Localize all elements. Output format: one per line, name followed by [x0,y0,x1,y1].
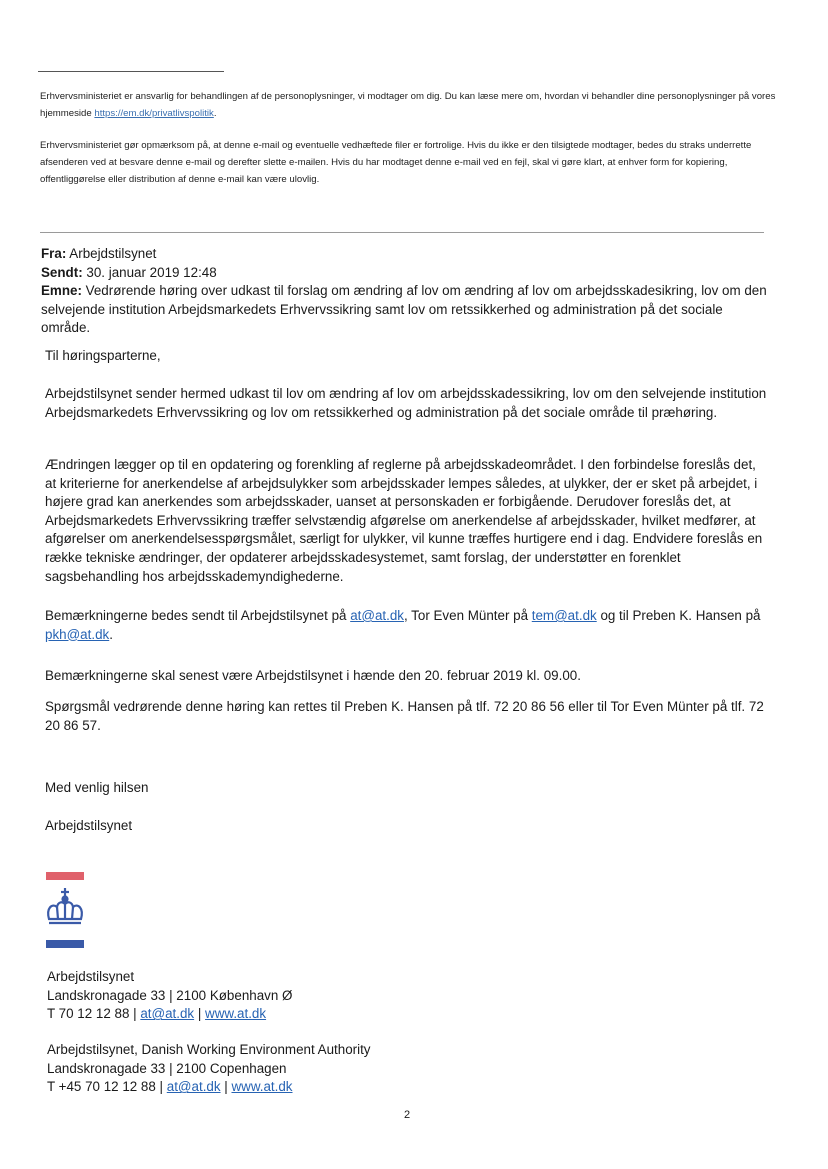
signature-address: Landskronagade 33 | 2100 København Ø [47,987,293,1003]
signature-phone-en: T +45 70 12 12 88 | [47,1079,167,1095]
subject-label: Emne: [41,283,82,299]
sent-row [41,264,771,283]
signature-separator-en: | [220,1079,232,1095]
paragraph-intro: Arbejdstilsynet sender hermed udkast til lov om ændring af lov om arbejdsskadessikring, lov om den selvejende institution Arbejdsmarkedets Erhvervssikring og lov om retssikkerhed og administration på det sociale område til præhøring. [45,386,767,420]
signature-block-danish [47,968,292,1024]
paragraph-changes: Ændringen lægger op til en opdatering og forenkling af reglerne på arbejdsskadeområdet. I den forbindelse foreslås det, at kriterierne for anerkendelse af arbejdsulykker som arbejdsskader lempes således, at ulykker, der er sket på arbejdet, i højere grad kan anerkendes som arbejdsskader, uanset at personskaden er forbigående. Derudover foreslås det, at Arbejdsmarkedets Erhvervssikring træffer selvstændig afgørelse om anerkendelse af arbejdsskader, hvilket medfører, at afgørelser om anerkendelsesspørgsmålet, særligt for ulykker, vil kunne træffes hurtigere end i dag. Endvidere foreslås en række tekniske ændringer, der opdaterer arbejdsskadesystemet, samt forslag, der understøtter en forenklet sagsbehandling hos arbejdsskademyndighederne. [45,457,763,584]
from-label: Fra: [41,246,67,261]
top-divider [38,71,224,72]
email-link-tem[interactable]: tem@at.dk [531,608,597,623]
paragraph-contacts [45,607,770,644]
privacy-disclaimer [40,88,780,122]
logo-blue-bar [46,940,84,948]
sender-name: Arbejdstilsynet [45,818,133,833]
email-link-pkh[interactable]: pkh@at.dk [45,626,110,642]
paragraph-questions: Spørgsmål vedrørende denne høring kan rettes til Preben K. Hansen på tlf. 72 20 86 56 eller til Tor Even Münter på tlf. 72 20 86 57. [45,699,764,733]
page-number: 2 [404,1109,411,1121]
crown-icon [44,886,86,932]
signature-name: Arbejdstilsynet [47,969,135,984]
contacts-text-c: og til Preben K. Hansen på [596,608,761,623]
sent-label: Sendt: [41,264,83,280]
privacy-disclaimer-text: Erhvervsministeriet er ansvarlig for behandlingen af de personoplysninger, vi modtager om dig. Du kan læse mere om, hvordan vi behandler dine personoplysninger på vores hjemmeside [40,91,776,119]
signature-separator: | [194,1006,206,1022]
from-row [41,245,771,264]
email-link-at[interactable]: at@at.dk [350,608,404,623]
privacy-policy-link[interactable]: https://em.dk/privatlivspolitik [94,108,214,119]
signature-contact-row [47,1005,292,1024]
subject-value: Vedrørende høring over udkast til forslag om ændring af lov om ændring af lov om arbejdsskadesikring, lov om den selvejende institution Arbejdsmarkedets Erhvervssikring samt lov om retssikkerhed og administration på det sociale område. [41,283,767,336]
signature-web-link[interactable]: www.at.dk [205,1006,267,1022]
from-value: Arbejdstilsynet [69,246,157,261]
closing: Med venlig hilsen [45,780,149,795]
signature-block-english [47,1041,371,1097]
paragraph-deadline: Bemærkningerne skal senest være Arbejdstilsynet i hænde den 20. februar 2019 kl. 09.00. [45,668,581,683]
logo-red-bar [46,872,84,880]
contacts-text-a: Bemærkningerne bedes sendt til Arbejdstilsynet på [45,608,351,623]
greeting: Til høringsparterne, [45,348,161,363]
email-header [41,245,771,338]
confidentiality-disclaimer: Erhvervsministeriet gør opmærksom på, at denne e-mail og eventuelle vedhæftede filer er fortrolige. Hvis du ikke er den tilsigtede modtager, bedes du straks underrette afsenderen ved at besvare denne e-mail og derefter slette e-mailen. Hvis du har modtaget denne e-mail ved en fejl, skal vi gøre klart, at enhver form for kopiering, offentliggørelse eller distribution af denne e-mail kan være ulovlig. [40,140,752,185]
subject-row [41,282,771,338]
signature-name-en: Arbejdstilsynet, Danish Working Environment Authority [47,1042,371,1057]
contacts-text-d: . [109,626,113,642]
signature-phone: T 70 12 12 88 | [47,1006,141,1022]
signature-address-en: Landskronagade 33 | 2100 Copenhagen [47,1060,287,1076]
contacts-text-b: , Tor Even Münter på [403,608,532,623]
email-separator [40,232,764,233]
signature-contact-row-en [47,1078,371,1097]
signature-web-link-en[interactable]: www.at.dk [231,1079,293,1095]
sent-value: 30. januar 2019 12:48 [86,264,217,280]
signature-email-link[interactable]: at@at.dk [140,1006,195,1022]
privacy-disclaimer-suffix: . [213,108,217,119]
signature-email-link-en[interactable]: at@at.dk [166,1079,221,1095]
